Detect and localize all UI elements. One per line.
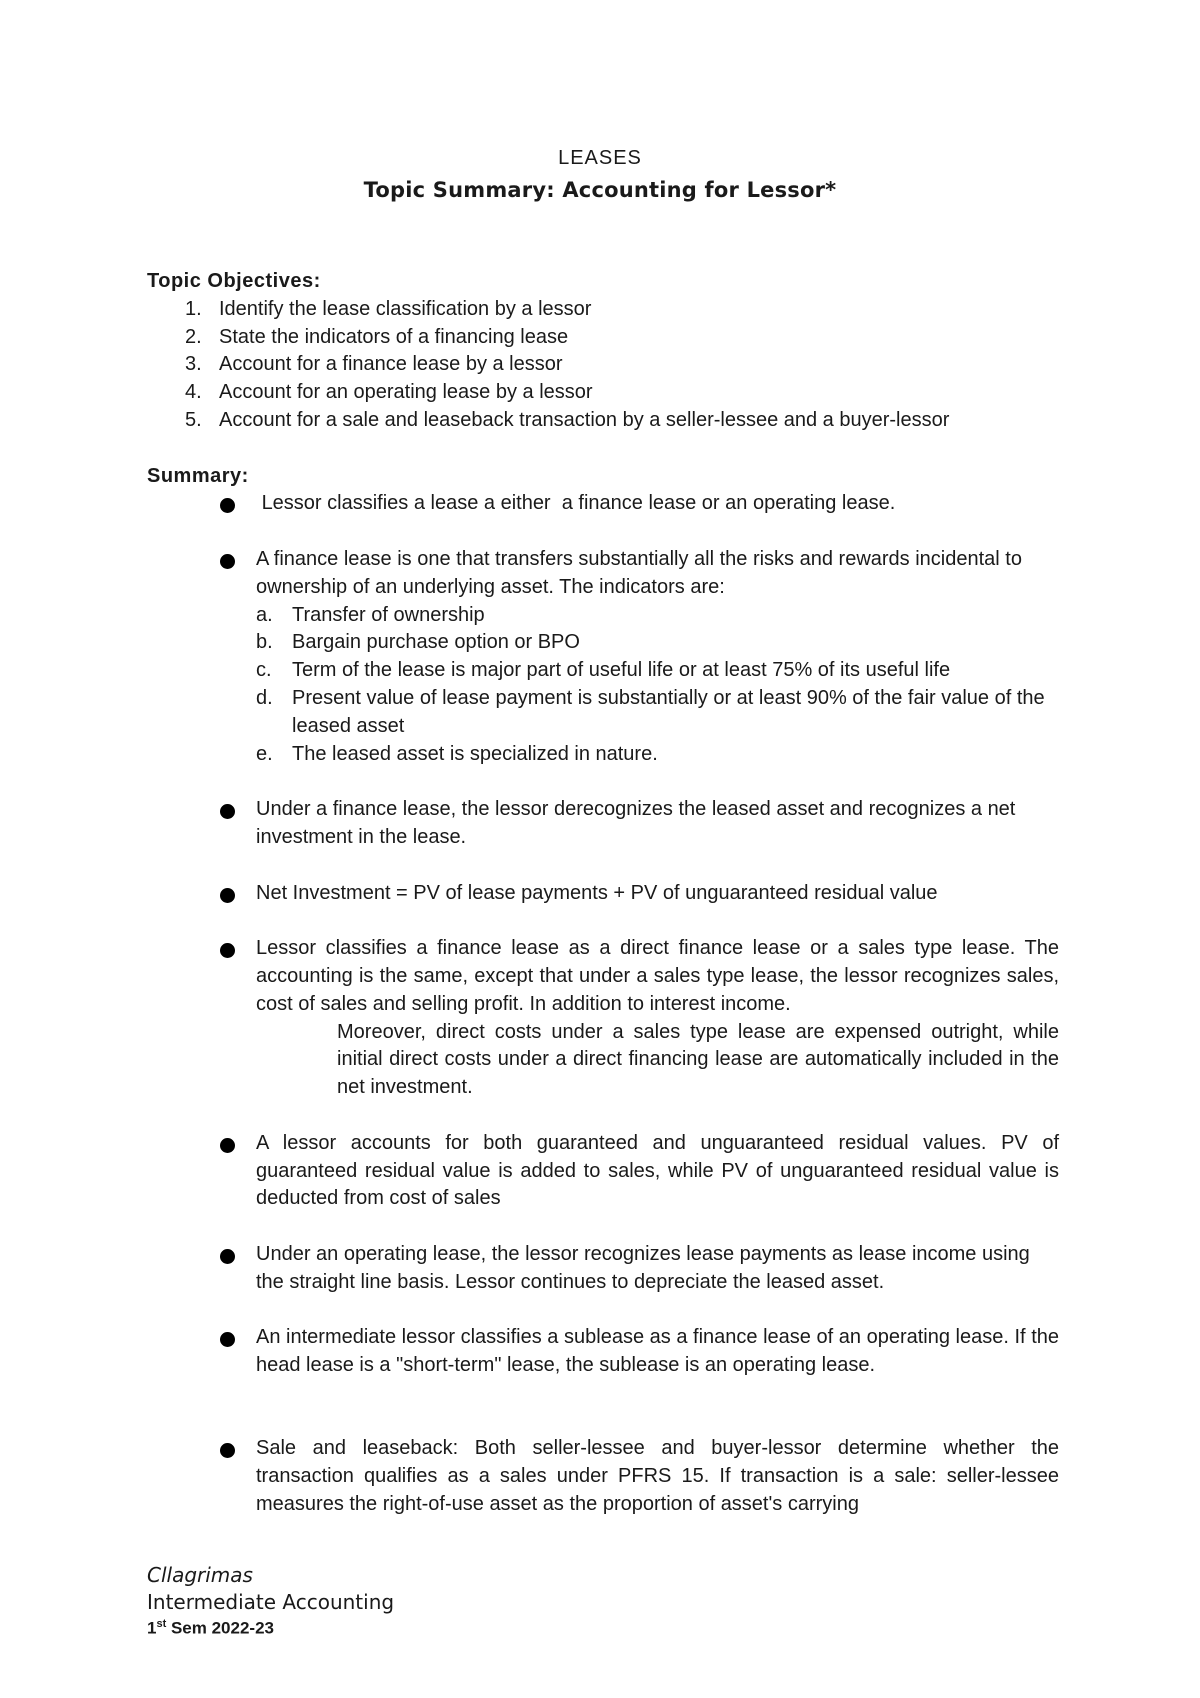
indicator-letter: a. [256,603,273,626]
summary-text-continued: Moreover, direct costs under a sales type lease are expensed outright, while initial direct costs under a direct financing lease are automatically included in the net investment. [337,1020,1059,1099]
bullet-icon [220,1332,235,1347]
objectives-heading: Topic Objectives: [147,270,321,292]
objectives-list [147,296,1059,435]
indicator-text: Transfer of ownership [292,603,485,626]
footer-course: Intermediate Accounting [147,1590,395,1614]
summary-text: Net Investment = PV of lease payments + PV of unguaranteed residual value [256,881,938,904]
indicator-item [256,741,1059,769]
document-subtitle: Topic Summary: Accounting for Lessor* [363,178,837,202]
footer-semester [147,1618,394,1639]
list-text: State the indicators of a financing lease [219,325,569,348]
indicator-text: The leased asset is specialized in nature. [292,742,658,765]
bullet-icon [220,498,235,513]
list-number: 5. [185,408,202,431]
list-number: 4. [185,381,202,404]
list-item [185,296,1059,324]
page-footer [147,1563,394,1639]
list-text: Account for a sale and leaseback transaction by a seller-lessee and a buyer-lessor [219,408,950,431]
summary-item [219,880,1059,908]
list-item [185,351,1059,379]
list-number: 2. [185,325,202,348]
indicator-letter: e. [256,742,273,765]
indicator-text: Term of the lease is major part of useful life or at least 75% of its useful life [292,659,951,682]
summary-item [219,935,1059,1102]
indicator-text: Bargain purchase option or BPO [292,631,580,654]
summary-item [219,1241,1059,1297]
summary-item [219,1130,1059,1213]
summary-text: A finance lease is one that transfers substantially all the risks and rewards incidental to ownership of an underlying asset. The indicators are: [256,547,1022,598]
list-text: Account for a finance lease by a lessor [219,353,563,376]
list-item [185,324,1059,352]
footer-semester-suffix: st [156,1618,167,1630]
list-item [185,407,1059,435]
list-text: Account for an operating lease by a lessor [219,381,593,404]
summary-text: An intermediate lessor classifies a sublease as a finance lease of an operating lease. If the head lease is a "short-term" lease, the sublease is an operating lease. [256,1326,1059,1377]
summary-heading: Summary: [147,464,249,487]
bullet-icon [220,888,235,903]
summary-item [219,490,1059,518]
document-title: LEASES [558,147,642,169]
footer-semester-text: Sem 2022-23 [166,1618,274,1638]
summary-item [219,1324,1059,1380]
indicator-text: Present value of lease payment is substantially or at least 90% of the fair value of the leased asset [292,686,1045,737]
bullet-icon [220,1443,235,1458]
bullet-icon [220,1249,235,1264]
summary-text: A lessor accounts for both guaranteed and unguaranteed residual values. PV of guaranteed residual value is added to sales, while PV of unguaranteed residual value is deducted from cost of sales [256,1131,1059,1210]
list-text: Identify the lease classification by a lessor [219,297,592,320]
summary-text: Lessor classifies a finance lease as a direct finance lease or a sales type lease. The accounting is the same, except that under a sales type lease, the lessor recognizes sales, cost of sales and selling profit. In addition to interest income. [256,937,1059,1015]
indicator-item [256,685,1059,741]
summary-item [219,546,1059,768]
footer-author: Cllagrimas [147,1563,253,1587]
list-number: 1. [185,297,202,320]
list-number: 3. [185,353,202,376]
bullet-icon [220,943,235,958]
indicator-item [256,657,1059,685]
summary-text: Lessor classifies a lease a either a finance lease or an operating lease. [256,492,896,515]
indicator-letter: d. [256,686,273,709]
indicator-item [256,629,1059,657]
bullet-icon [220,554,235,569]
bullet-icon [220,1138,235,1153]
document-body [147,268,1059,1519]
summary-item [219,796,1059,852]
indicator-letter: b. [256,631,273,654]
summary-text: Sale and leaseback: Both seller-lessee and buyer-lessor determine whether the transaction qualifies as a sales under PFRS 15. If transaction is a sale: seller-lessee measures the right-of-use asset as the proportion of asset's carrying [256,1437,1059,1516]
indicator-item [256,602,1059,630]
indicator-list [256,602,1059,769]
bullet-icon [220,804,235,819]
indicator-letter: c. [256,659,272,682]
summary-list [147,490,1059,1518]
summary-text: Under a finance lease, the lessor derecognizes the leased asset and recognizes a net investment in the lease. [256,798,1016,848]
list-item [185,379,1059,407]
footer-semester-number: 1 [147,1618,157,1638]
summary-text: Under an operating lease, the lessor recognizes lease payments as lease income using the straight line basis. Lessor continues to depreciate the leased asset. [256,1242,1030,1293]
summary-item [219,1435,1059,1518]
